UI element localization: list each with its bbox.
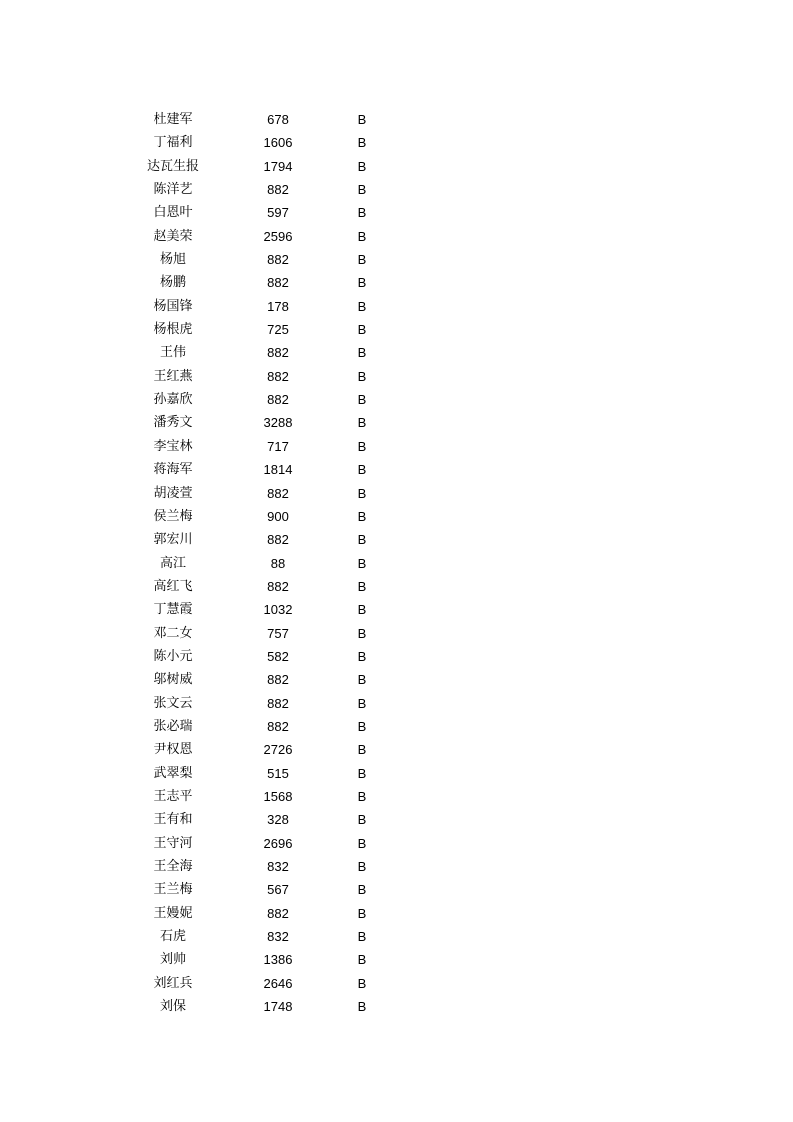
value-cell: 882 (267, 672, 289, 688)
table-row (0, 762, 793, 785)
grade-cell: B (357, 275, 367, 291)
grade-cell: B (357, 718, 367, 734)
name-cell: 张文云 (153, 695, 193, 711)
name-cell: 杨根虎 (153, 322, 193, 338)
name-cell: 潘秀文 (153, 415, 193, 431)
value-cell: 882 (267, 275, 289, 291)
name-cell: 郭宏川 (153, 532, 193, 548)
table-row (0, 575, 793, 598)
value-cell: 88 (270, 555, 286, 571)
value-cell: 1794 (263, 158, 293, 174)
value-cell: 717 (267, 438, 289, 454)
value-cell: 2726 (263, 742, 293, 758)
name-cell: 胡凌萱 (153, 485, 193, 501)
grade-cell: B (357, 438, 367, 454)
name-cell: 赵美荣 (153, 228, 193, 244)
table-row (0, 832, 793, 855)
name-cell: 侯兰梅 (153, 508, 193, 524)
name-cell: 白恩叶 (153, 205, 193, 221)
value-cell: 567 (267, 882, 289, 898)
table-row (0, 295, 793, 318)
grade-cell: B (357, 135, 367, 151)
grade-cell: B (357, 812, 367, 828)
grade-cell: B (357, 975, 367, 991)
grade-cell: B (357, 345, 367, 361)
value-cell: 725 (267, 322, 289, 338)
grade-cell: B (357, 158, 367, 174)
data-table (0, 108, 793, 1018)
name-cell: 邬树威 (153, 672, 193, 688)
value-cell: 882 (267, 252, 289, 268)
value-cell: 882 (267, 718, 289, 734)
table-row (0, 178, 793, 201)
table-row (0, 622, 793, 645)
table-row (0, 855, 793, 878)
name-cell: 张必瑞 (153, 718, 193, 734)
value-cell: 882 (267, 905, 289, 921)
grade-cell: B (357, 905, 367, 921)
value-cell: 178 (267, 298, 289, 314)
value-cell: 900 (267, 508, 289, 524)
table-row (0, 248, 793, 271)
name-cell: 王全海 (153, 859, 193, 874)
grade-cell: B (357, 952, 367, 968)
grade-cell: B (357, 788, 367, 804)
grade-cell: B (357, 859, 367, 874)
table-row (0, 411, 793, 434)
grade-cell: B (357, 625, 367, 641)
name-cell: 刘红兵 (153, 975, 193, 991)
table-row (0, 482, 793, 505)
grade-cell: B (357, 835, 367, 851)
table-row (0, 972, 793, 995)
value-cell: 2696 (263, 835, 293, 851)
value-cell: 1386 (263, 952, 293, 968)
grade-cell: B (357, 368, 367, 384)
name-cell: 王志平 (153, 788, 193, 804)
name-cell: 杨旭 (159, 252, 186, 268)
grade-cell: B (357, 695, 367, 711)
grade-cell: B (357, 532, 367, 548)
table-row (0, 271, 793, 294)
table-row (0, 528, 793, 551)
grade-cell: B (357, 485, 367, 501)
name-cell: 王伟 (159, 345, 186, 361)
table-row (0, 785, 793, 808)
value-cell: 515 (267, 765, 289, 781)
table-row (0, 808, 793, 831)
name-cell: 丁慧霞 (153, 602, 193, 618)
value-cell: 582 (267, 648, 289, 664)
table-row (0, 365, 793, 388)
grade-cell: B (357, 578, 367, 594)
table-row (0, 878, 793, 901)
table-row (0, 341, 793, 364)
table-row (0, 388, 793, 411)
value-cell: 882 (267, 485, 289, 501)
table-row (0, 225, 793, 248)
grade-cell: B (357, 555, 367, 571)
grade-cell: B (357, 112, 367, 127)
table-row (0, 552, 793, 575)
grade-cell: B (357, 742, 367, 758)
value-cell: 1606 (263, 135, 293, 151)
value-cell: 882 (267, 695, 289, 711)
table-row (0, 715, 793, 738)
name-cell: 王嫚妮 (153, 905, 193, 921)
name-cell: 高江 (159, 555, 186, 571)
table-row (0, 458, 793, 481)
name-cell: 武翠梨 (153, 765, 193, 781)
table-row (0, 668, 793, 691)
value-cell: 2596 (263, 228, 293, 244)
grade-cell: B (357, 298, 367, 314)
table-row (0, 131, 793, 154)
table-row (0, 645, 793, 668)
name-cell: 王有和 (153, 812, 193, 828)
grade-cell: B (357, 228, 367, 244)
value-cell: 1814 (263, 462, 293, 478)
name-cell: 蒋海军 (153, 462, 193, 478)
value-cell: 1032 (263, 602, 293, 618)
grade-cell: B (357, 929, 367, 945)
name-cell: 王兰梅 (153, 882, 193, 898)
grade-cell: B (357, 462, 367, 478)
value-cell: 678 (267, 112, 289, 127)
name-cell: 孙嘉欣 (153, 392, 193, 408)
grade-cell: B (357, 882, 367, 898)
value-cell: 2646 (263, 975, 293, 991)
value-cell: 882 (267, 578, 289, 594)
table-row (0, 108, 793, 131)
value-cell: 757 (267, 625, 289, 641)
grade-cell: B (357, 648, 367, 664)
name-cell: 刘保 (159, 999, 186, 1015)
name-cell: 杨鹏 (159, 275, 186, 291)
table-row (0, 598, 793, 621)
name-cell: 杨国锋 (153, 298, 193, 314)
value-cell: 328 (267, 812, 289, 828)
table-row (0, 318, 793, 341)
name-cell: 石虎 (159, 929, 186, 945)
name-cell: 丁福利 (153, 135, 193, 151)
grade-cell: B (357, 322, 367, 338)
value-cell: 832 (267, 929, 289, 945)
value-cell: 832 (267, 859, 289, 874)
grade-cell: B (357, 182, 367, 198)
name-cell: 达瓦生报 (146, 158, 199, 174)
name-cell: 邓二女 (153, 625, 193, 641)
grade-cell: B (357, 508, 367, 524)
value-cell: 597 (267, 205, 289, 221)
table-row (0, 995, 793, 1018)
table-row (0, 948, 793, 971)
table-row (0, 738, 793, 761)
table-row (0, 201, 793, 224)
table-row (0, 435, 793, 458)
table-row (0, 505, 793, 528)
value-cell: 1568 (263, 788, 293, 804)
name-cell: 王红燕 (153, 368, 193, 384)
name-cell: 陈小元 (153, 648, 193, 664)
grade-cell: B (357, 672, 367, 688)
table-row (0, 155, 793, 178)
grade-cell: B (357, 415, 367, 431)
value-cell: 882 (267, 345, 289, 361)
value-cell: 882 (267, 392, 289, 408)
table-row (0, 925, 793, 948)
grade-cell: B (357, 602, 367, 618)
grade-cell: B (357, 392, 367, 408)
name-cell: 陈洋艺 (153, 182, 193, 198)
name-cell: 李宝林 (153, 438, 193, 454)
table-row (0, 902, 793, 925)
value-cell: 882 (267, 532, 289, 548)
value-cell: 882 (267, 182, 289, 198)
value-cell: 1748 (263, 999, 293, 1015)
grade-cell: B (357, 765, 367, 781)
grade-cell: B (357, 252, 367, 268)
name-cell: 杜建军 (153, 112, 193, 127)
grade-cell: B (357, 999, 367, 1015)
value-cell: 882 (267, 368, 289, 384)
grade-cell: B (357, 205, 367, 221)
table-row (0, 692, 793, 715)
value-cell: 3288 (263, 415, 293, 431)
name-cell: 高红飞 (153, 578, 193, 594)
name-cell: 刘帅 (159, 952, 186, 968)
name-cell: 尹权恩 (153, 742, 193, 758)
name-cell: 王守河 (153, 835, 193, 851)
